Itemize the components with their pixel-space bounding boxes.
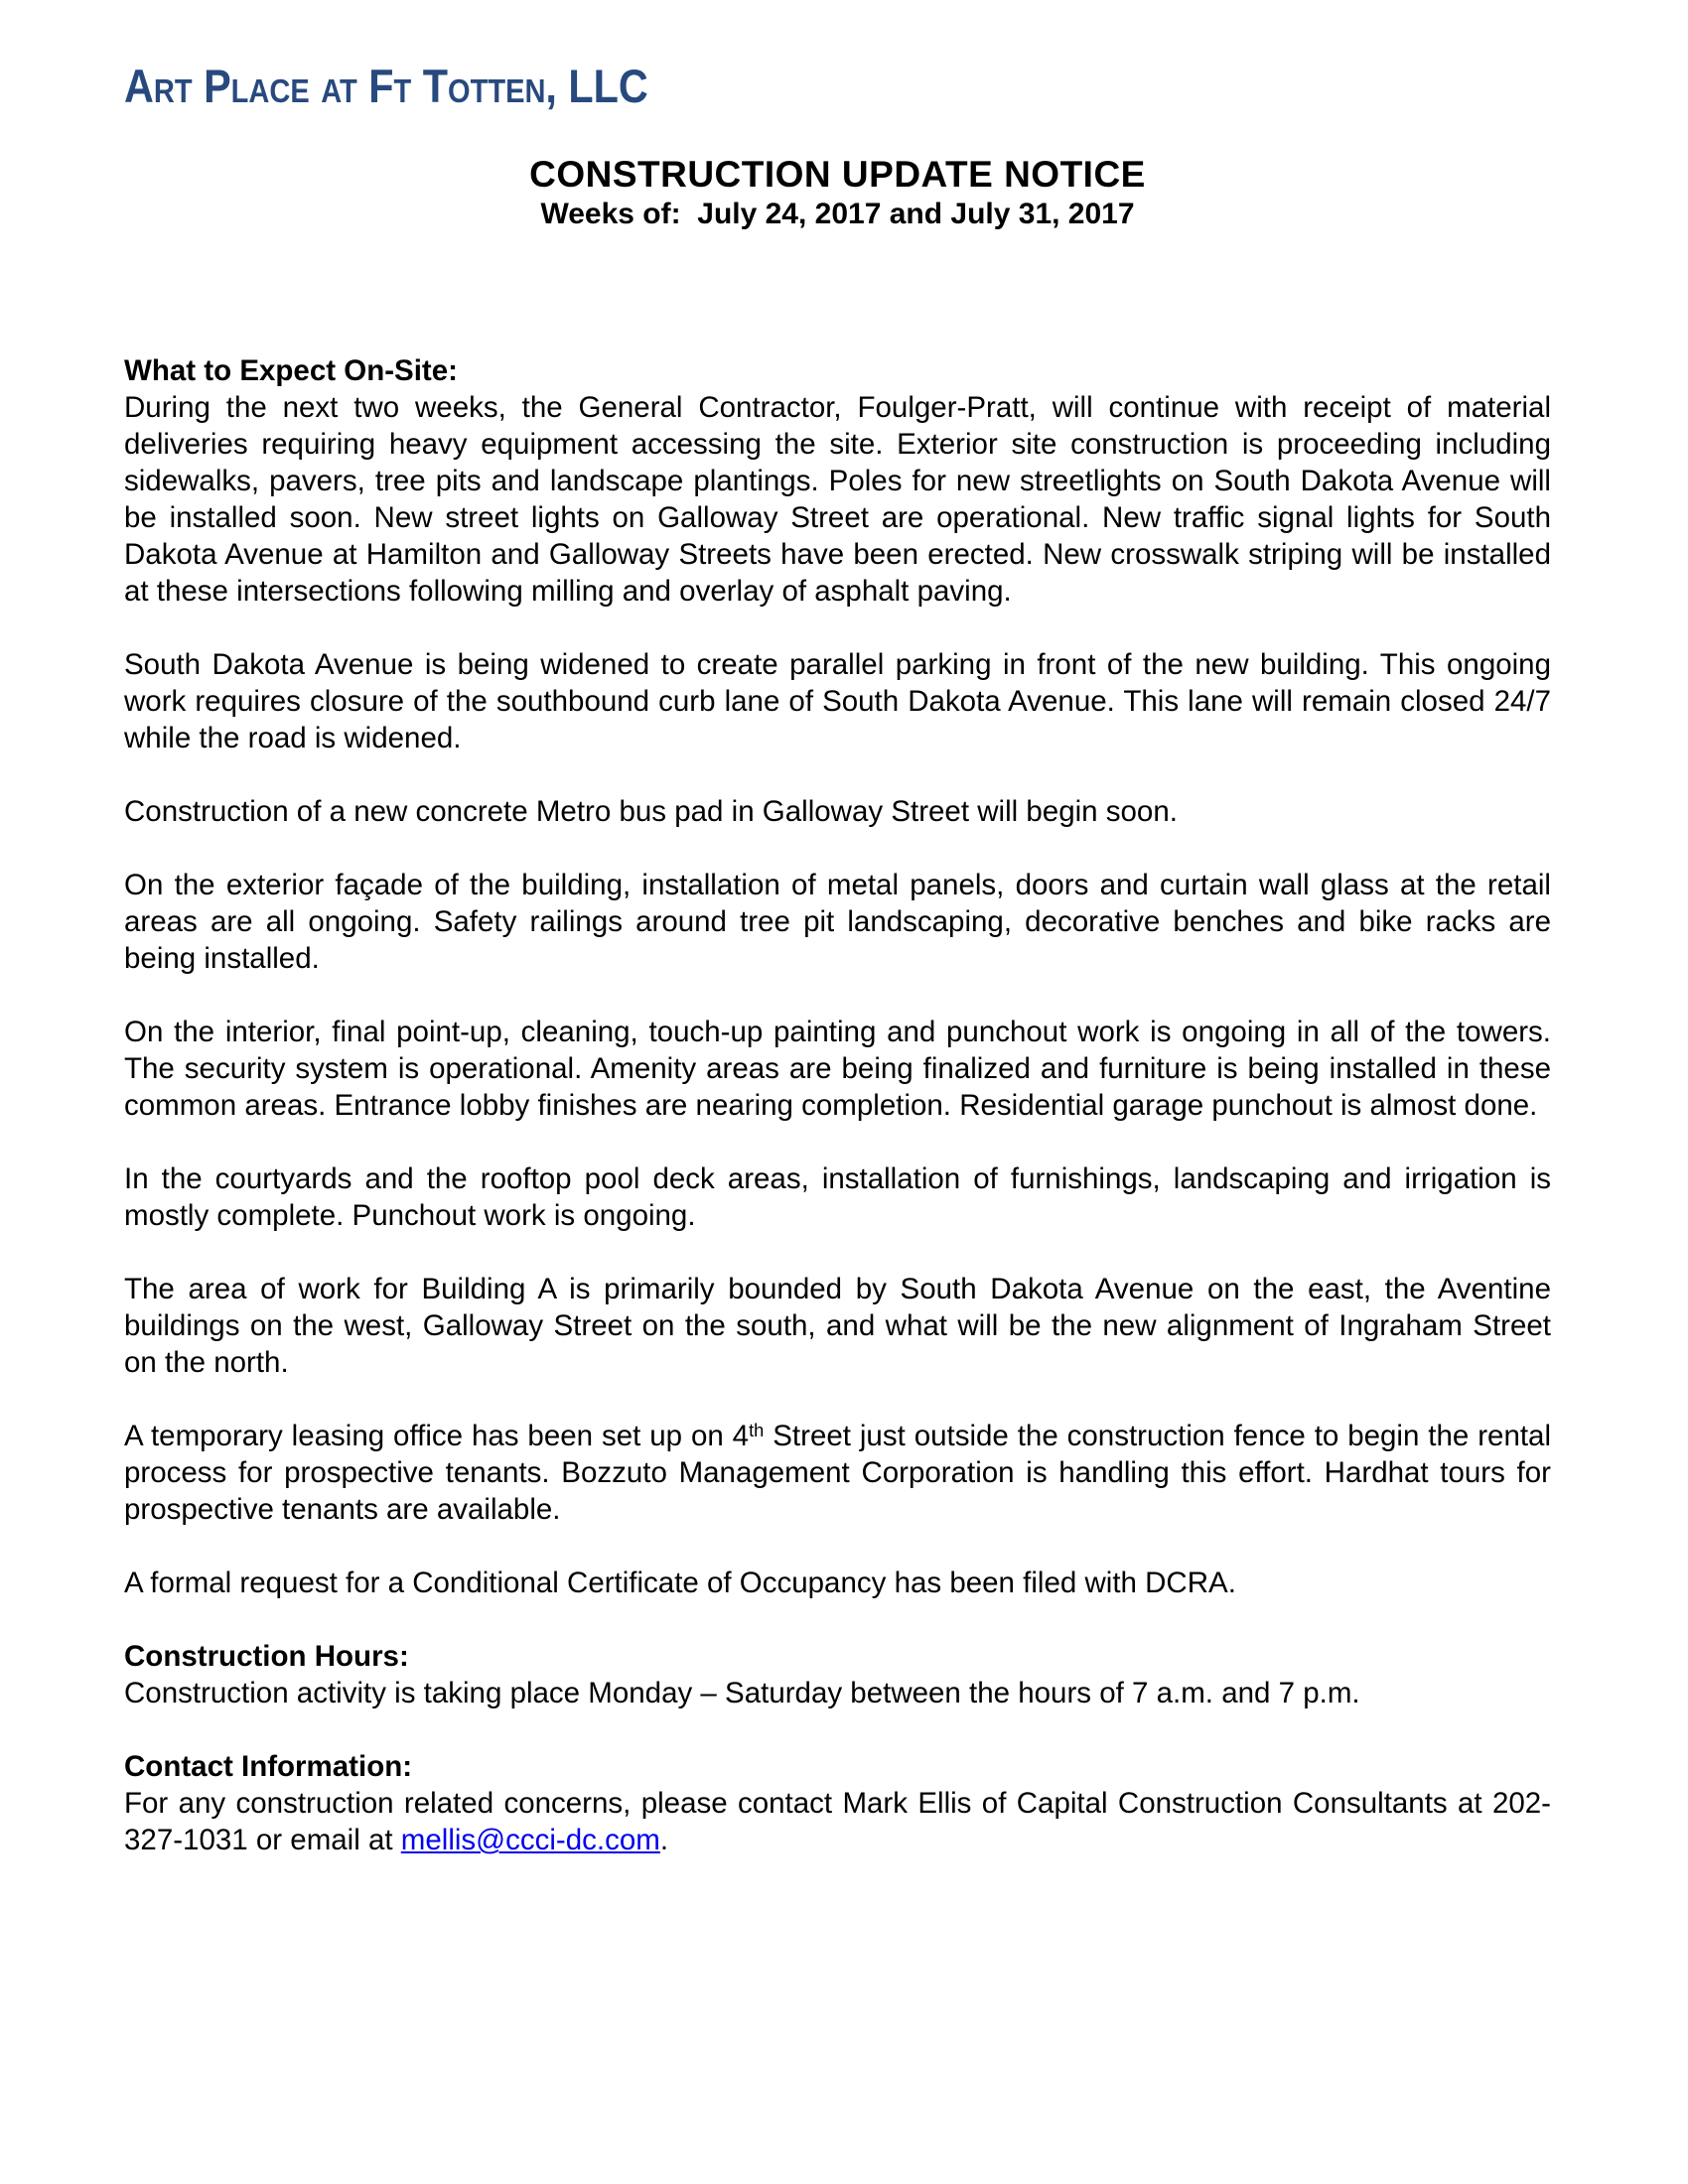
paragraph-certificate-occupancy: A formal request for a Conditional Certificate of Occupancy has been filed with DCRA.	[124, 1567, 1236, 1600]
paragraph-contact	[124, 1785, 1551, 1858]
section-heading-construction-hours: Construction Hours:	[124, 1640, 409, 1674]
paragraph-road-widening: South Dakota Avenue is being widened to create parallel parking in front of the new building. This ongoing work requires closure of the southbound curb lane of South Dakota Avenue. This lane will remain closed 24/7 while the road is widened.	[124, 648, 1551, 755]
section-heading-what-to-expect: What to Expect On-Site:	[124, 354, 458, 388]
body-copy	[124, 352, 1551, 1858]
leasing-text-after: Street just outside the construction fence to begin the rental process for prospective tenants. Bozzuto Management Corporation is handling this effort. Hardhat tours for prospective tenants are available.	[124, 1420, 1552, 1527]
paragraph-courtyards: In the courtyards and the rooftop pool deck areas, installation of furnishings, landscaping and irrigation is mostly complete. Punchout work is ongoing.	[124, 1162, 1551, 1233]
company-name: Art Place at Ft Totten, LLC	[124, 60, 648, 112]
contact-text-lead: For any construction related concerns, please contact Mark Ellis of Capital Construction Consultants at 202-327-1031 or email at	[124, 1787, 1551, 1857]
title-block	[124, 154, 1551, 233]
paragraph-construction-hours: Construction activity is taking place Monday – Saturday between the hours of 7 a.m. and 7 p.m.	[124, 1677, 1360, 1710]
company-header-row	[124, 62, 1551, 110]
email-link[interactable]: mellis@ccci-dc.com	[400, 1824, 660, 1857]
paragraph-building-a-bounds: The area of work for Building A is primarily bounded by South Dakota Avenue on the east, the Aventine buildings on the west, Galloway Street on the south, and what will be the new alignment of Ingraham Street on the north.	[124, 1273, 1551, 1380]
ordinal-superscript: th	[749, 1420, 765, 1441]
paragraph-bus-pad: Construction of a new concrete Metro bus pad in Galloway Street will begin soon.	[124, 795, 1178, 829]
contact-text-tail: .	[659, 1824, 669, 1857]
page-subtitle: Weeks of: July 24, 2017 and July 31, 2017	[540, 198, 1135, 231]
leasing-text-before: A temporary leasing office has been set up on 4	[124, 1420, 750, 1453]
page-title: CONSTRUCTION UPDATE NOTICE	[529, 154, 1146, 196]
section-heading-contact-information: Contact Information:	[124, 1750, 413, 1784]
paragraph-interior-work: On the interior, final point-up, cleaning, touch-up painting and punchout work is ongoing in all of the towers. The security system is operational. Amenity areas are being finalized and furniture is being installed in these common areas. Entrance lobby finishes are nearing completion. Residential garage punchout is almost done.	[124, 1016, 1551, 1123]
paragraph-leasing-office	[124, 1418, 1551, 1528]
paragraph-site-overview: During the next two weeks, the General Contractor, Foulger-Pratt, will continue with receipt of material deliveries requiring heavy equipment accessing the site. Exterior site construction is proceeding including sidewalks, pavers, tree pits and landscape plantings. Poles for new streetlights on South Dakota Avenue will be installed soon. New street lights on Galloway Street are operational. New traffic signal lights for South Dakota Avenue at Hamilton and Galloway Streets have been erected. New crosswalk striping will be installed at these intersections following milling and overlay of asphalt paving.	[124, 391, 1551, 609]
paragraph-exterior-facade: On the exterior façade of the building, installation of metal panels, doors and curtain wall glass at the retail areas are all ongoing. Safety railings around tree pit landscaping, decorative benches and bike racks are being installed.	[124, 869, 1551, 976]
